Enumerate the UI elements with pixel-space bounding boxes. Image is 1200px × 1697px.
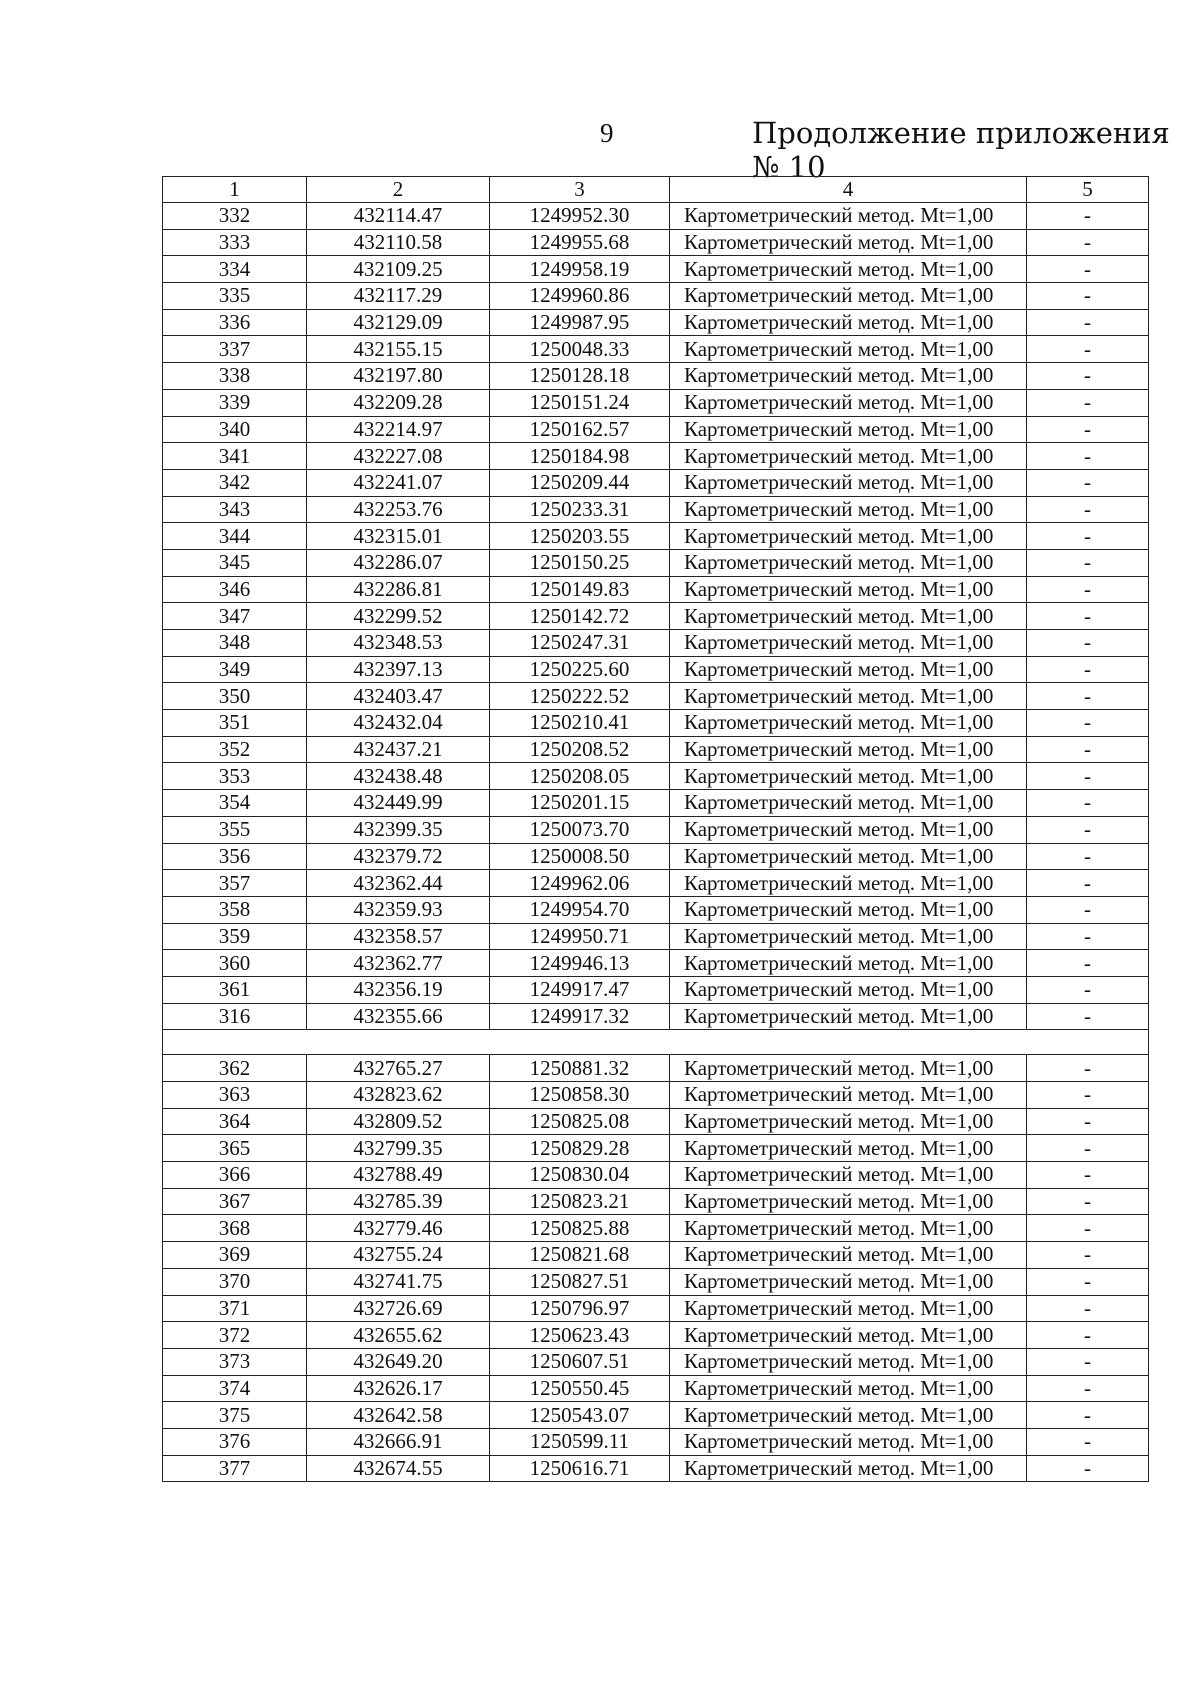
column-header: 4 [670,177,1027,203]
accuracy-cell: - [1027,469,1149,496]
x-coordinate-cell: 432399.35 [307,816,490,843]
table-row [163,1455,1149,1482]
point-number-cell: 358 [163,896,307,923]
method-cell: Картометрический метод. Mt=1,00 [670,923,1027,950]
method-cell: Картометрический метод. Mt=1,00 [670,443,1027,470]
method-cell: Картометрический метод. Mt=1,00 [670,656,1027,683]
column-header: 2 [307,177,490,203]
x-coordinate-cell: 432779.46 [307,1215,490,1242]
table-row [163,469,1149,496]
method-cell: Картометрический метод. Mt=1,00 [670,363,1027,390]
accuracy-cell: - [1027,630,1149,657]
table-row [163,549,1149,576]
table-row [163,1188,1149,1215]
y-coordinate-cell: 1250142.72 [490,603,670,630]
accuracy-cell: - [1027,1428,1149,1455]
y-coordinate-cell: 1250623.43 [490,1322,670,1349]
accuracy-cell: - [1027,389,1149,416]
point-number-cell: 374 [163,1375,307,1402]
x-coordinate-cell: 432356.19 [307,976,490,1003]
point-number-cell: 343 [163,496,307,523]
method-cell: Картометрический метод. Mt=1,00 [670,1268,1027,1295]
table-row [163,976,1149,1003]
point-number-cell: 371 [163,1295,307,1322]
x-coordinate-cell: 432432.04 [307,710,490,737]
point-number-cell: 336 [163,309,307,336]
x-coordinate-cell: 432755.24 [307,1242,490,1269]
method-cell: Картометрический метод. Mt=1,00 [670,229,1027,256]
method-cell: Картометрический метод. Mt=1,00 [670,1428,1027,1455]
accuracy-cell: - [1027,790,1149,817]
method-cell: Картометрический метод. Mt=1,00 [670,950,1027,977]
accuracy-cell: - [1027,1295,1149,1322]
accuracy-cell: - [1027,1402,1149,1429]
y-coordinate-cell: 1249954.70 [490,896,670,923]
method-cell: Картометрический метод. Mt=1,00 [670,896,1027,923]
x-coordinate-cell: 432299.52 [307,603,490,630]
accuracy-cell: - [1027,1108,1149,1135]
table-row [163,683,1149,710]
point-number-cell: 363 [163,1082,307,1109]
point-number-cell: 355 [163,816,307,843]
point-number-cell: 332 [163,203,307,230]
x-coordinate-cell: 432403.47 [307,683,490,710]
table-row [163,389,1149,416]
y-coordinate-cell: 1249917.32 [490,1003,670,1030]
x-coordinate-cell: 432114.47 [307,203,490,230]
method-cell: Картометрический метод. Mt=1,00 [670,976,1027,1003]
table-row [163,283,1149,310]
x-coordinate-cell: 432197.80 [307,363,490,390]
accuracy-cell: - [1027,710,1149,737]
column-header: 1 [163,177,307,203]
method-cell: Картометрический метод. Mt=1,00 [670,843,1027,870]
y-coordinate-cell: 1250607.51 [490,1348,670,1375]
y-coordinate-cell: 1250247.31 [490,630,670,657]
accuracy-cell: - [1027,229,1149,256]
y-coordinate-cell: 1250208.52 [490,736,670,763]
accuracy-cell: - [1027,496,1149,523]
y-coordinate-cell: 1249960.86 [490,283,670,310]
point-number-cell: 316 [163,1003,307,1030]
method-cell: Картометрический метод. Mt=1,00 [670,1348,1027,1375]
table-row [163,229,1149,256]
y-coordinate-cell: 1249950.71 [490,923,670,950]
method-cell: Картометрический метод. Mt=1,00 [670,790,1027,817]
table-row [163,1003,1149,1030]
y-coordinate-cell: 1249917.47 [490,976,670,1003]
table-row [163,1135,1149,1162]
y-coordinate-cell: 1250209.44 [490,469,670,496]
table-row [163,496,1149,523]
x-coordinate-cell: 432109.25 [307,256,490,283]
y-coordinate-cell: 1250823.21 [490,1188,670,1215]
y-coordinate-cell: 1250881.32 [490,1055,670,1082]
point-number-cell: 365 [163,1135,307,1162]
method-cell: Картометрический метод. Mt=1,00 [670,1455,1027,1482]
y-coordinate-cell: 1250225.60 [490,656,670,683]
x-coordinate-cell: 432649.20 [307,1348,490,1375]
point-number-cell: 370 [163,1268,307,1295]
x-coordinate-cell: 432129.09 [307,309,490,336]
point-number-cell: 366 [163,1162,307,1189]
y-coordinate-cell: 1250825.08 [490,1108,670,1135]
point-number-cell: 353 [163,763,307,790]
x-coordinate-cell: 432626.17 [307,1375,490,1402]
table-row [163,603,1149,630]
contour-separator-row [163,1030,1149,1055]
point-number-cell: 339 [163,389,307,416]
method-cell: Картометрический метод. Mt=1,00 [670,496,1027,523]
method-cell: Картометрический метод. Mt=1,00 [670,203,1027,230]
point-number-cell: 333 [163,229,307,256]
table-body [163,203,1149,1482]
method-cell: Картометрический метод. Mt=1,00 [670,469,1027,496]
x-coordinate-cell: 432809.52 [307,1108,490,1135]
point-number-cell: 354 [163,790,307,817]
table-row [163,1108,1149,1135]
accuracy-cell: - [1027,1375,1149,1402]
method-cell: Картометрический метод. Mt=1,00 [670,1322,1027,1349]
table-row [163,1242,1149,1269]
table-row [163,363,1149,390]
x-coordinate-cell: 432315.01 [307,523,490,550]
x-coordinate-cell: 432666.91 [307,1428,490,1455]
table-row [163,1268,1149,1295]
accuracy-cell: - [1027,416,1149,443]
table-row [163,336,1149,363]
point-number-cell: 377 [163,1455,307,1482]
x-coordinate-cell: 432674.55 [307,1455,490,1482]
accuracy-cell: - [1027,896,1149,923]
table-row [163,896,1149,923]
y-coordinate-cell: 1250203.55 [490,523,670,550]
table-row [163,790,1149,817]
x-coordinate-cell: 432437.21 [307,736,490,763]
method-cell: Картометрический метод. Mt=1,00 [670,763,1027,790]
point-number-cell: 359 [163,923,307,950]
y-coordinate-cell: 1250201.15 [490,790,670,817]
accuracy-cell: - [1027,1242,1149,1269]
table-row [163,923,1149,950]
point-number-cell: 350 [163,683,307,710]
table-row [163,736,1149,763]
point-number-cell: 361 [163,976,307,1003]
page-header-title: Продолжение приложения № 10 [752,116,1170,184]
y-coordinate-cell: 1250184.98 [490,443,670,470]
point-number-cell: 347 [163,603,307,630]
point-number-cell: 341 [163,443,307,470]
point-number-cell: 337 [163,336,307,363]
x-coordinate-cell: 432726.69 [307,1295,490,1322]
method-cell: Картометрический метод. Mt=1,00 [670,816,1027,843]
table-row [163,710,1149,737]
accuracy-cell: - [1027,549,1149,576]
y-coordinate-cell: 1249987.95 [490,309,670,336]
accuracy-cell: - [1027,1268,1149,1295]
point-number-cell: 346 [163,576,307,603]
x-coordinate-cell: 432362.44 [307,870,490,897]
coordinates-table [162,176,1149,1482]
table-row [163,523,1149,550]
y-coordinate-cell: 1249958.19 [490,256,670,283]
column-header: 5 [1027,177,1149,203]
method-cell: Картометрический метод. Mt=1,00 [670,1108,1027,1135]
table-row [163,203,1149,230]
point-number-cell: 344 [163,523,307,550]
x-coordinate-cell: 432110.58 [307,229,490,256]
x-coordinate-cell: 432785.39 [307,1188,490,1215]
y-coordinate-cell: 1250825.88 [490,1215,670,1242]
method-cell: Картометрический метод. Mt=1,00 [670,1242,1027,1269]
table-row [163,1082,1149,1109]
method-cell: Картометрический метод. Mt=1,00 [670,256,1027,283]
accuracy-cell: - [1027,1215,1149,1242]
y-coordinate-cell: 1250233.31 [490,496,670,523]
accuracy-cell: - [1027,683,1149,710]
x-coordinate-cell: 432799.35 [307,1135,490,1162]
method-cell: Картометрический метод. Mt=1,00 [670,736,1027,763]
accuracy-cell: - [1027,363,1149,390]
method-cell: Картометрический метод. Mt=1,00 [670,1003,1027,1030]
y-coordinate-cell: 1250616.71 [490,1455,670,1482]
method-cell: Картометрический метод. Mt=1,00 [670,1402,1027,1429]
accuracy-cell: - [1027,603,1149,630]
table-row [163,656,1149,683]
point-number-cell: 362 [163,1055,307,1082]
table-row [163,1348,1149,1375]
page-number: 9 [600,118,614,148]
accuracy-cell: - [1027,656,1149,683]
y-coordinate-cell: 1250222.52 [490,683,670,710]
table-row [163,1295,1149,1322]
accuracy-cell: - [1027,843,1149,870]
y-coordinate-cell: 1250073.70 [490,816,670,843]
x-coordinate-cell: 432155.15 [307,336,490,363]
y-coordinate-cell: 1250796.97 [490,1295,670,1322]
method-cell: Картометрический метод. Mt=1,00 [670,1375,1027,1402]
accuracy-cell: - [1027,1055,1149,1082]
x-coordinate-cell: 432241.07 [307,469,490,496]
method-cell: Картометрический метод. Mt=1,00 [670,309,1027,336]
x-coordinate-cell: 432823.62 [307,1082,490,1109]
point-number-cell: 367 [163,1188,307,1215]
point-number-cell: 351 [163,710,307,737]
x-coordinate-cell: 432286.81 [307,576,490,603]
table-row [163,1055,1149,1082]
accuracy-cell: - [1027,976,1149,1003]
accuracy-cell: - [1027,1003,1149,1030]
x-coordinate-cell: 432359.93 [307,896,490,923]
accuracy-cell: - [1027,256,1149,283]
method-cell: Картометрический метод. Mt=1,00 [670,630,1027,657]
table-row [163,1215,1149,1242]
accuracy-cell: - [1027,763,1149,790]
x-coordinate-cell: 432397.13 [307,656,490,683]
accuracy-cell: - [1027,309,1149,336]
accuracy-cell: - [1027,576,1149,603]
accuracy-cell: - [1027,1322,1149,1349]
accuracy-cell: - [1027,870,1149,897]
point-number-cell: 369 [163,1242,307,1269]
method-cell: Картометрический метод. Mt=1,00 [670,603,1027,630]
x-coordinate-cell: 432741.75 [307,1268,490,1295]
x-coordinate-cell: 432348.53 [307,630,490,657]
table-row [163,1428,1149,1455]
point-number-cell: 360 [163,950,307,977]
table-row [163,256,1149,283]
point-number-cell: 352 [163,736,307,763]
table-row [163,443,1149,470]
method-cell: Картометрический метод. Mt=1,00 [670,416,1027,443]
point-number-cell: 356 [163,843,307,870]
accuracy-cell: - [1027,923,1149,950]
method-cell: Картометрический метод. Mt=1,00 [670,549,1027,576]
table-row [163,1162,1149,1189]
method-cell: Картометрический метод. Mt=1,00 [670,1082,1027,1109]
y-coordinate-cell: 1250210.41 [490,710,670,737]
y-coordinate-cell: 1250048.33 [490,336,670,363]
table-row [163,870,1149,897]
y-coordinate-cell: 1250008.50 [490,843,670,870]
point-number-cell: 348 [163,630,307,657]
y-coordinate-cell: 1250162.57 [490,416,670,443]
accuracy-cell: - [1027,1455,1149,1482]
table-row [163,950,1149,977]
accuracy-cell: - [1027,1188,1149,1215]
table-row [163,1322,1149,1349]
y-coordinate-cell: 1250151.24 [490,389,670,416]
accuracy-cell: - [1027,1135,1149,1162]
table-row [163,1375,1149,1402]
x-coordinate-cell: 432209.28 [307,389,490,416]
point-number-cell: 376 [163,1428,307,1455]
method-cell: Картометрический метод. Mt=1,00 [670,1295,1027,1322]
table-row [163,843,1149,870]
x-coordinate-cell: 432379.72 [307,843,490,870]
point-number-cell: 345 [163,549,307,576]
y-coordinate-cell: 1250821.68 [490,1242,670,1269]
point-number-cell: 340 [163,416,307,443]
x-coordinate-cell: 432765.27 [307,1055,490,1082]
table-row [163,1402,1149,1429]
accuracy-cell: - [1027,736,1149,763]
y-coordinate-cell: 1250149.83 [490,576,670,603]
x-coordinate-cell: 432286.07 [307,549,490,576]
method-cell: Картометрический метод. Mt=1,00 [670,683,1027,710]
point-number-cell: 375 [163,1402,307,1429]
separator-cell [163,1030,1149,1055]
x-coordinate-cell: 432642.58 [307,1402,490,1429]
method-cell: Картометрический метод. Mt=1,00 [670,710,1027,737]
table-row [163,630,1149,657]
y-coordinate-cell: 1250827.51 [490,1268,670,1295]
table-row [163,309,1149,336]
method-cell: Картометрический метод. Mt=1,00 [670,576,1027,603]
table-row [163,416,1149,443]
accuracy-cell: - [1027,1082,1149,1109]
table-header-row [163,177,1149,203]
table-row [163,816,1149,843]
y-coordinate-cell: 1250830.04 [490,1162,670,1189]
table-row [163,576,1149,603]
method-cell: Картометрический метод. Mt=1,00 [670,870,1027,897]
method-cell: Картометрический метод. Mt=1,00 [670,523,1027,550]
x-coordinate-cell: 432253.76 [307,496,490,523]
y-coordinate-cell: 1249946.13 [490,950,670,977]
point-number-cell: 372 [163,1322,307,1349]
y-coordinate-cell: 1249952.30 [490,203,670,230]
method-cell: Картометрический метод. Mt=1,00 [670,389,1027,416]
point-number-cell: 334 [163,256,307,283]
point-number-cell: 364 [163,1108,307,1135]
x-coordinate-cell: 432227.08 [307,443,490,470]
y-coordinate-cell: 1250150.25 [490,549,670,576]
y-coordinate-cell: 1250599.11 [490,1428,670,1455]
y-coordinate-cell: 1250543.07 [490,1402,670,1429]
x-coordinate-cell: 432438.48 [307,763,490,790]
x-coordinate-cell: 432214.97 [307,416,490,443]
column-header: 3 [490,177,670,203]
method-cell: Картометрический метод. Mt=1,00 [670,283,1027,310]
y-coordinate-cell: 1249955.68 [490,229,670,256]
x-coordinate-cell: 432362.77 [307,950,490,977]
y-coordinate-cell: 1250128.18 [490,363,670,390]
x-coordinate-cell: 432449.99 [307,790,490,817]
accuracy-cell: - [1027,336,1149,363]
accuracy-cell: - [1027,283,1149,310]
x-coordinate-cell: 432355.66 [307,1003,490,1030]
accuracy-cell: - [1027,443,1149,470]
point-number-cell: 368 [163,1215,307,1242]
point-number-cell: 349 [163,656,307,683]
y-coordinate-cell: 1250550.45 [490,1375,670,1402]
point-number-cell: 373 [163,1348,307,1375]
accuracy-cell: - [1027,1162,1149,1189]
x-coordinate-cell: 432788.49 [307,1162,490,1189]
table-row [163,763,1149,790]
accuracy-cell: - [1027,950,1149,977]
method-cell: Картометрический метод. Mt=1,00 [670,336,1027,363]
method-cell: Картометрический метод. Mt=1,00 [670,1162,1027,1189]
method-cell: Картометрический метод. Mt=1,00 [670,1055,1027,1082]
y-coordinate-cell: 1250208.05 [490,763,670,790]
method-cell: Картометрический метод. Mt=1,00 [670,1188,1027,1215]
y-coordinate-cell: 1249962.06 [490,870,670,897]
method-cell: Картометрический метод. Mt=1,00 [670,1135,1027,1162]
point-number-cell: 335 [163,283,307,310]
y-coordinate-cell: 1250858.30 [490,1082,670,1109]
y-coordinate-cell: 1250829.28 [490,1135,670,1162]
x-coordinate-cell: 432358.57 [307,923,490,950]
accuracy-cell: - [1027,816,1149,843]
point-number-cell: 338 [163,363,307,390]
point-number-cell: 357 [163,870,307,897]
method-cell: Картометрический метод. Mt=1,00 [670,1215,1027,1242]
point-number-cell: 342 [163,469,307,496]
x-coordinate-cell: 432655.62 [307,1322,490,1349]
accuracy-cell: - [1027,203,1149,230]
accuracy-cell: - [1027,1348,1149,1375]
x-coordinate-cell: 432117.29 [307,283,490,310]
accuracy-cell: - [1027,523,1149,550]
